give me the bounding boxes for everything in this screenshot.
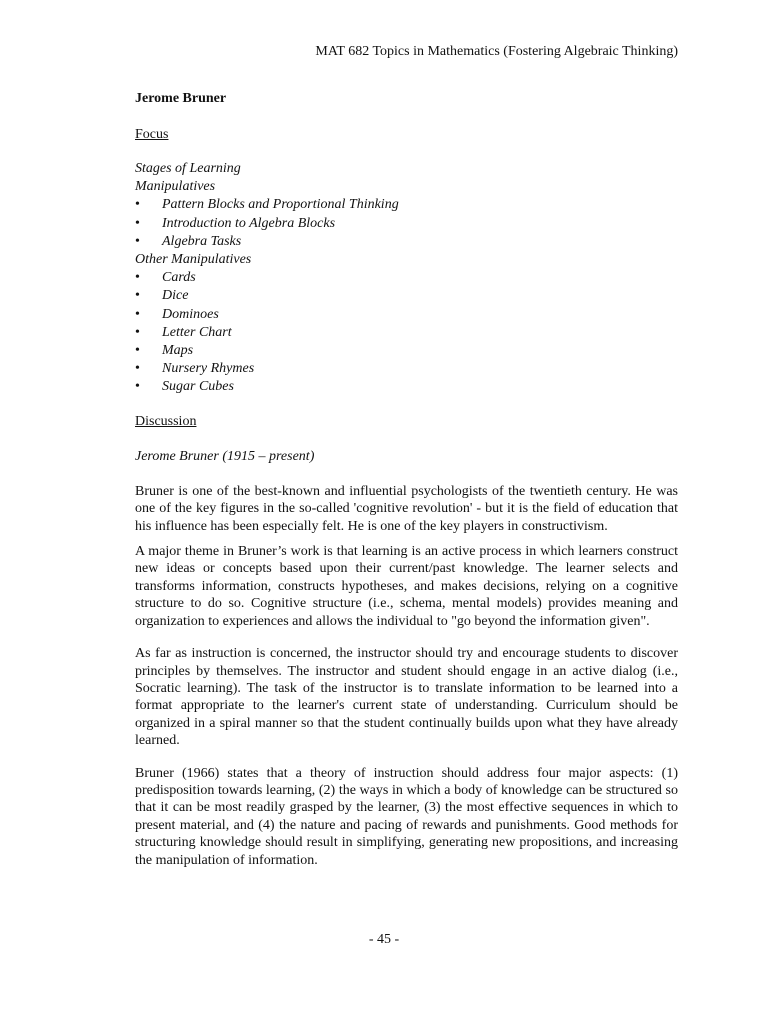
bullet-icon: • — [135, 233, 140, 249]
discussion-heading: Discussion — [135, 413, 197, 429]
manipulatives-list — [135, 196, 678, 251]
author-heading: Jerome Bruner — [135, 91, 227, 106]
bullet-icon: • — [135, 306, 140, 322]
list-item: • Algebra Tasks — [135, 233, 678, 251]
other-manipulatives-list — [135, 269, 678, 396]
paragraph: A major theme in Bruner’s work is that learning is an active process in which learners construct new ideas or concepts based upon their current/past knowledge. The learner selects and transforms information, constructs hypotheses, and makes decisions, relying on a cognitive structure to do so. Cognitive structure (i.e., schema, mental models) provides meaning and organization to experiences and allows the individual to "go beyond the information given". — [135, 544, 678, 629]
manipulatives-label: Manipulatives — [135, 179, 216, 195]
list-item: • Letter Chart — [135, 324, 678, 342]
bullet-icon: • — [135, 270, 140, 286]
list-item: • Nursery Rhymes — [135, 360, 678, 378]
list-item: • Sugar Cubes — [135, 378, 678, 396]
list-item: • Dominoes — [135, 306, 678, 324]
bullet-icon: • — [135, 215, 140, 231]
page-body — [135, 90, 678, 869]
bullet-icon: • — [135, 379, 140, 395]
bullet-icon: • — [135, 288, 140, 304]
bullet-icon: • — [135, 343, 140, 359]
bullet-icon: • — [135, 361, 140, 377]
list-item: • Cards — [135, 269, 678, 287]
bullet-icon: • — [135, 324, 140, 340]
list-item: • Pattern Blocks and Proportional Thinking — [135, 196, 678, 214]
paragraph: Bruner (1966) states that a theory of instruction should address four major aspects: (1) predisposition towards learning, (2) the ways in which a body of knowledge can be structured so that it can be most readily grasped by the learner, (3) the most effective sequences in which to present material, and (4) the nature and pacing of rewards and punishments. Good methods for structuring knowledge should result in simplifying, generating new propositions, and increasing the manipulation of information. — [135, 765, 678, 868]
other-manipulatives-label: Other Manipulatives — [135, 252, 252, 268]
stages-of-learning: Stages of Learning — [135, 161, 241, 176]
focus-heading: Focus — [135, 127, 169, 142]
page-number: - 45 - — [368, 932, 400, 947]
paragraph: Bruner is one of the best-known and influential psychologists of the twentieth century. He was one of the key figures in the so-called 'cognitive revolution' - but it is the field of education that his influence has been especially felt. He is one of the key players in constructivism. — [135, 483, 678, 534]
discussion-subtitle: Jerome Bruner (1915 – present) — [135, 448, 315, 464]
list-item: • Maps — [135, 342, 678, 360]
list-item: • Introduction to Algebra Blocks — [135, 215, 678, 233]
paragraph: As far as instruction is concerned, the instructor should try and encourage students to discover principles by themselves. The instructor and student should engage in an active dialog (i.e., Socratic learning). The task of the instructor is to translate information to be learned into a format appropriate to the learner's current state of understanding. Curriculum should be organized in a spiral manner so that the student continually builds upon what they have already learned. — [135, 646, 678, 749]
page-header: MAT 682 Topics in Mathematics (Fostering Algebraic Thinking) — [315, 44, 678, 59]
list-item: • Dice — [135, 287, 678, 305]
bullet-icon: • — [135, 197, 140, 213]
